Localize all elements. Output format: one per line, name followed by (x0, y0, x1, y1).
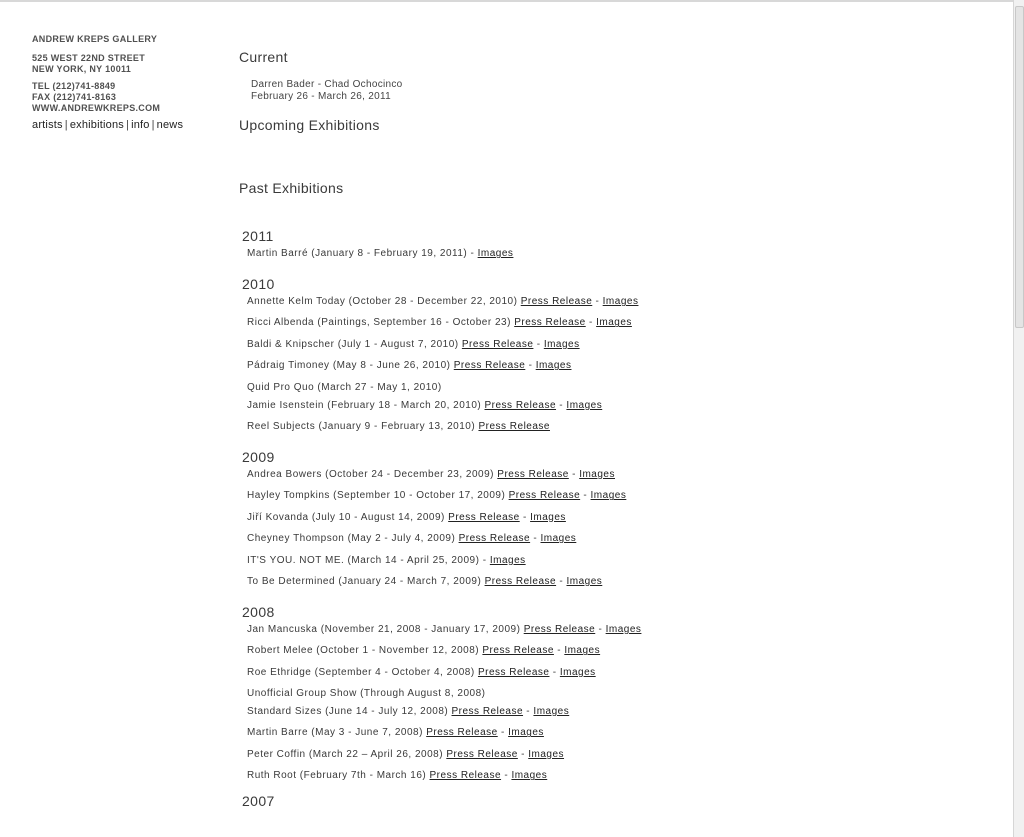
images-link[interactable]: Images (530, 511, 566, 523)
exhibition-title: Quid Pro Quo (March 27 - May 1, 2010) (247, 381, 442, 393)
exhibition-item (247, 382, 999, 394)
exhibition-item (247, 667, 999, 679)
gallery-contact (32, 81, 212, 114)
exhibition-title: Jan Mancuska (November 21, 2008 - January 17, 2009) (247, 623, 521, 635)
images-link[interactable]: Images (508, 727, 544, 739)
exhibition-item (247, 555, 999, 567)
link-separator: - (479, 554, 490, 566)
images-link[interactable]: Images (566, 575, 603, 587)
nav-info-link[interactable]: info (131, 119, 150, 131)
exhibition-item (247, 296, 999, 308)
images-link[interactable]: Images (540, 533, 577, 545)
images-link[interactable]: Images (533, 706, 570, 718)
exhibition-item (247, 512, 999, 524)
exhibition-title: Martin Barré (January 8 - February 19, 2011) (247, 248, 468, 259)
exhibition-item (247, 749, 999, 761)
exhibition-item (247, 727, 999, 739)
press-release-link[interactable]: Press Release (523, 623, 596, 635)
exhibition-item (247, 400, 999, 412)
year-heading: 2008 (242, 603, 275, 620)
exhibition-title: Ricci Albenda (Paintings, September 16 - October 23) (247, 317, 511, 329)
images-link[interactable]: Images (605, 623, 642, 635)
exhibition-item (247, 490, 999, 502)
link-separator: - (556, 399, 567, 411)
press-release-link[interactable]: Press Release (426, 727, 498, 739)
link-separator: - (556, 575, 567, 587)
exhibition-item (247, 576, 999, 588)
images-link[interactable]: Images (511, 770, 548, 782)
main-content (239, 49, 999, 813)
address-line-1: 525 WEST 22ND STREET (32, 53, 146, 63)
exhibition-title: Robert Melee (October 1 - November 12, 2008) (247, 645, 480, 657)
link-separator: - (497, 727, 509, 739)
exhibition-title: To Be Determined (January 24 - March 7, 2009) (247, 575, 482, 587)
year-heading: 2011 (242, 228, 274, 244)
exhibition-title: Peter Coffin (March 22 – April 26, 2008) (247, 748, 444, 760)
year-heading: 2010 (242, 276, 275, 292)
exhibition-title: Ruth Root (February 7th - March 16) (247, 770, 427, 782)
current-exhibition (251, 79, 999, 103)
link-separator: - (523, 706, 534, 718)
nav-exhibitions-link[interactable]: exhibitions (69, 119, 124, 131)
press-release-link[interactable]: Press Release (446, 748, 518, 760)
images-link[interactable]: Images (489, 554, 526, 566)
past-exhibitions-list (239, 228, 999, 809)
images-link[interactable]: Images (602, 296, 639, 307)
link-separator: - (525, 360, 536, 372)
exhibition-item (247, 770, 999, 782)
link-separator: - (530, 533, 541, 545)
press-release-link[interactable]: Press Release (508, 490, 581, 502)
exhibition-item (247, 248, 999, 260)
exhibition-title: Pádraig Timoney (May 8 - June 26, 2010) (247, 360, 451, 372)
nav-separator: | (151, 119, 155, 131)
images-link[interactable]: Images (559, 666, 596, 678)
press-release-link[interactable]: Press Release (484, 575, 557, 587)
exhibition-title: Standard Sizes (June 14 - July 12, 2008) (247, 706, 449, 718)
exhibition-item (247, 317, 999, 329)
images-link[interactable]: Images (528, 748, 565, 760)
exhibition-title: Andrea Bowers (October 24 - December 23, 2009) (247, 468, 494, 480)
window-top-border (0, 0, 1014, 2)
exhibition-item (247, 624, 999, 636)
press-release-link[interactable]: Press Release (520, 296, 593, 307)
images-link[interactable]: Images (596, 317, 632, 329)
link-separator: - (519, 511, 531, 523)
exhibition-title: Annette Kelm Today (October 28 - December 22, 2010) (247, 296, 518, 307)
exhibition-title: Baldi & Knipscher (July 1 - August 7, 2010) (247, 338, 459, 350)
exhibition-title: Reel Subjects (January 9 - February 13, 2010) (247, 420, 476, 432)
address-line-2: NEW YORK, NY 10011 (32, 64, 132, 74)
exhibition-item (247, 645, 999, 657)
images-link[interactable]: Images (477, 248, 514, 259)
nav-separator: | (126, 119, 130, 131)
exhibition-item (247, 421, 999, 433)
main-nav (32, 119, 212, 131)
vertical-scrollbar[interactable] (1013, 0, 1024, 837)
current-exhibition-title[interactable]: Darren Bader - Chad Ochocinco (251, 79, 403, 90)
nav-news-link[interactable]: news (156, 119, 184, 131)
upcoming-heading: Upcoming Exhibitions (239, 117, 380, 133)
exhibition-item (247, 339, 999, 351)
current-heading: Current (239, 49, 288, 65)
exhibition-title: Unofficial Group Show (Through August 8, 2008) (247, 688, 486, 700)
press-release-link[interactable]: Press Release (484, 399, 557, 411)
fax: FAX (212)741-8163 (32, 92, 117, 102)
link-separator: - (517, 748, 529, 760)
website: WWW.ANDREWKREPS.COM (32, 103, 161, 113)
press-release-link[interactable]: Press Release (429, 770, 502, 782)
exhibition-title: Jamie Isenstein (February 18 - March 20, 2010) (247, 399, 482, 411)
scrollbar-thumb[interactable] (1015, 6, 1024, 328)
exhibition-item (247, 688, 999, 700)
exhibition-item (247, 533, 999, 545)
year-heading: 2009 (242, 448, 275, 465)
exhibition-title: Martin Barre (May 3 - June 7, 2008) (247, 727, 423, 739)
exhibition-item (247, 706, 999, 718)
press-release-link[interactable]: Press Release (478, 420, 550, 432)
press-release-link[interactable]: Press Release (514, 317, 586, 329)
images-link[interactable]: Images (566, 399, 603, 411)
images-link[interactable]: Images (590, 490, 627, 502)
exhibition-title: IT'S YOU. NOT ME. (March 14 - April 25, 2009) (247, 554, 480, 566)
link-separator: - (553, 645, 565, 657)
exhibition-title: Cheyney Thompson (May 2 - July 4, 2009) (247, 533, 456, 545)
link-separator: - (501, 770, 512, 782)
telephone: TEL (212)741-8849 (32, 81, 116, 91)
link-separator: - (533, 338, 544, 350)
exhibition-item (247, 469, 999, 481)
images-link[interactable]: Images (543, 338, 580, 350)
link-separator: - (595, 623, 606, 635)
sidebar (32, 34, 212, 131)
link-separator: - (549, 666, 560, 678)
link-separator: - (585, 317, 597, 329)
press-release-link[interactable]: Press Release (448, 511, 520, 523)
nav-separator: | (64, 119, 68, 131)
press-release-link[interactable]: Press Release (453, 360, 526, 372)
images-link[interactable]: Images (579, 468, 615, 480)
press-release-link[interactable]: Press Release (451, 706, 524, 718)
press-release-link[interactable]: Press Release (482, 645, 554, 657)
link-separator: - (580, 490, 591, 502)
gallery-address (32, 53, 212, 75)
nav-artists-link[interactable]: artists (32, 119, 63, 131)
gallery-name: ANDREW KREPS GALLERY (32, 34, 158, 44)
press-release-link[interactable]: Press Release (461, 338, 534, 350)
exhibition-title: Roe Ethridge (September 4 - October 4, 2008) (247, 666, 475, 678)
link-separator: - (592, 296, 603, 307)
press-release-link[interactable]: Press Release (477, 666, 550, 678)
link-separator: - (467, 248, 478, 259)
year-heading: 2007 (242, 793, 275, 810)
images-link[interactable]: Images (535, 360, 572, 372)
images-link[interactable]: Images (564, 645, 601, 657)
exhibition-item (247, 360, 999, 372)
exhibition-title: Jiří Kovanda (July 10 - August 14, 2009) (247, 511, 445, 523)
exhibition-title: Hayley Tompkins (September 10 - October 17, 2009) (247, 490, 506, 502)
press-release-link[interactable]: Press Release (458, 533, 531, 545)
current-exhibition-dates: February 26 - March 26, 2011 (251, 91, 391, 102)
past-heading: Past Exhibitions (239, 180, 344, 196)
link-separator: - (568, 468, 580, 480)
press-release-link[interactable]: Press Release (497, 468, 569, 480)
